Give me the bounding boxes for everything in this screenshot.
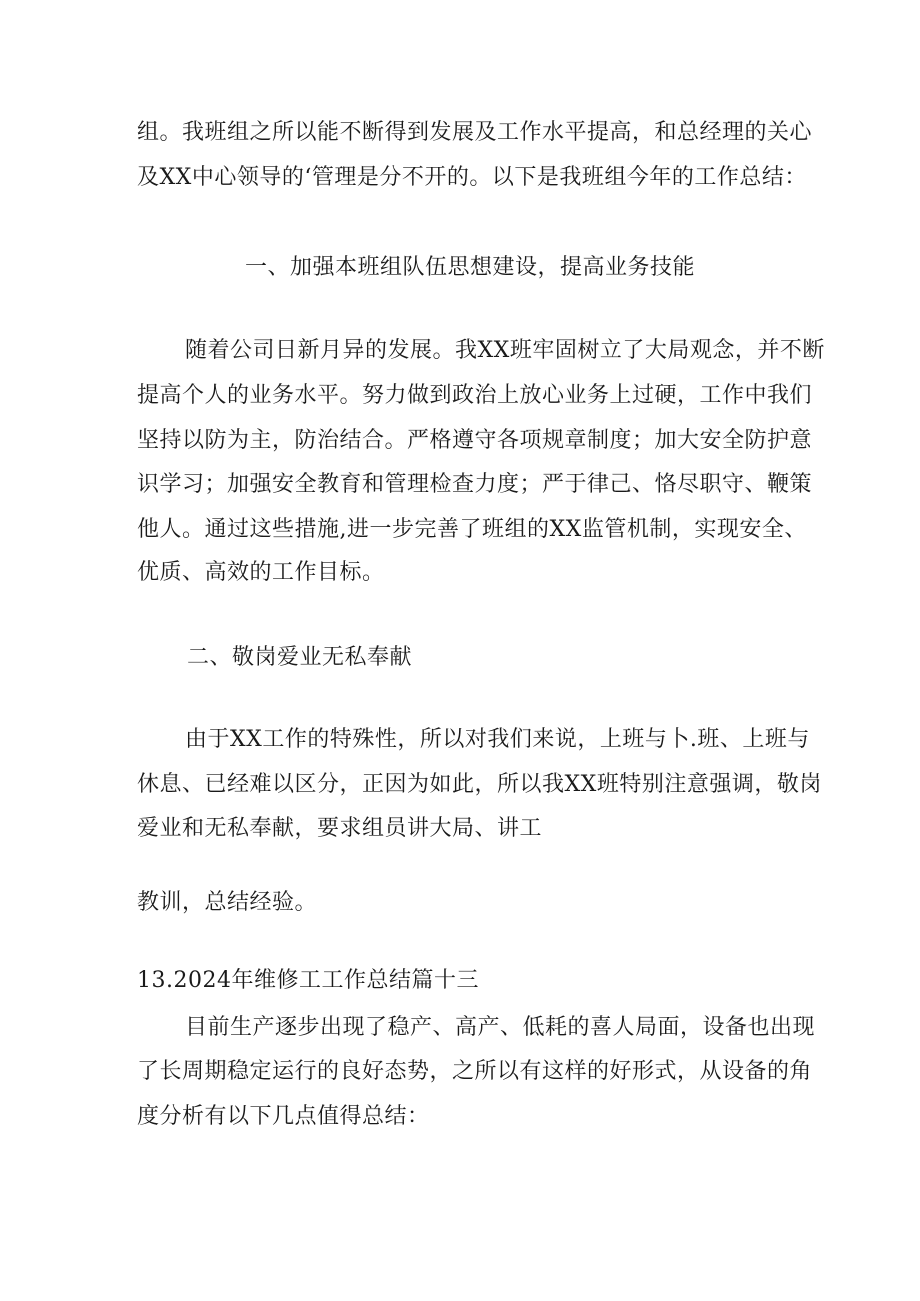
paragraph-1-line-5: 他人。通过这些措施,进一步完善了班组的XX监管机制，实现安全、 bbox=[137, 517, 807, 542]
intro-line-1: 组。我班组之所以能不断得到发展及工作水平提高，和总经理的关心 bbox=[137, 120, 813, 145]
intro-line-2: 及XX中心领导的‘管理是分不开的。以下是我班组今年的工作总结： bbox=[137, 165, 807, 190]
section-heading-2: 二、敬岗爱业无私奉献 bbox=[187, 645, 413, 670]
paragraph-4-line-1: 目前生产逐步出现了稳产、高产、低耗的喜人局面，设备也出现 bbox=[185, 1015, 816, 1040]
section-heading-1: 一、加强本班组队伍思想建设，提高业务技能 bbox=[245, 255, 696, 280]
paragraph-2-line-1: 由于XX工作的特殊性，所以对我们来说，上班与卜.班、上班与 bbox=[185, 727, 810, 752]
paragraph-3: 教训，总结经验。 bbox=[137, 890, 318, 915]
paragraph-2-line-2: 休息、已经难以区分，正因为如此，所以我XX班特别注意强调，敬岗 bbox=[137, 772, 822, 797]
paragraph-4-line-3: 度分析有以下几点值得总结： bbox=[137, 1104, 430, 1129]
article-title: 13.2024年维修工工作总结篇十三 bbox=[137, 968, 479, 993]
paragraph-1-line-1: 随着公司日新月异的发展。我XX班牢固树立了大局观念，并不断 bbox=[185, 338, 825, 363]
paragraph-2-line-3: 爱业和无私奉献，要求组员讲大局、讲工 bbox=[137, 816, 543, 841]
paragraph-1-line-6: 优质、高效的工作目标。 bbox=[137, 560, 385, 585]
paragraph-1-line-4: 识学习；加强安全教育和管理检查力度；严于律己、恪尽职守、鞭策 bbox=[137, 472, 813, 497]
paragraph-1-line-2: 提高个人的业务水平。努力做到政治上放心业务上过硬，工作中我们 bbox=[137, 383, 813, 408]
paragraph-1-line-3: 坚持以防为主，防治结合。严格遵守各项规章制度；加大安全防护意 bbox=[137, 428, 813, 453]
paragraph-4-line-2: 了长周期稳定运行的良好态势，之所以有这样的好形式，从设备的角 bbox=[137, 1059, 813, 1084]
